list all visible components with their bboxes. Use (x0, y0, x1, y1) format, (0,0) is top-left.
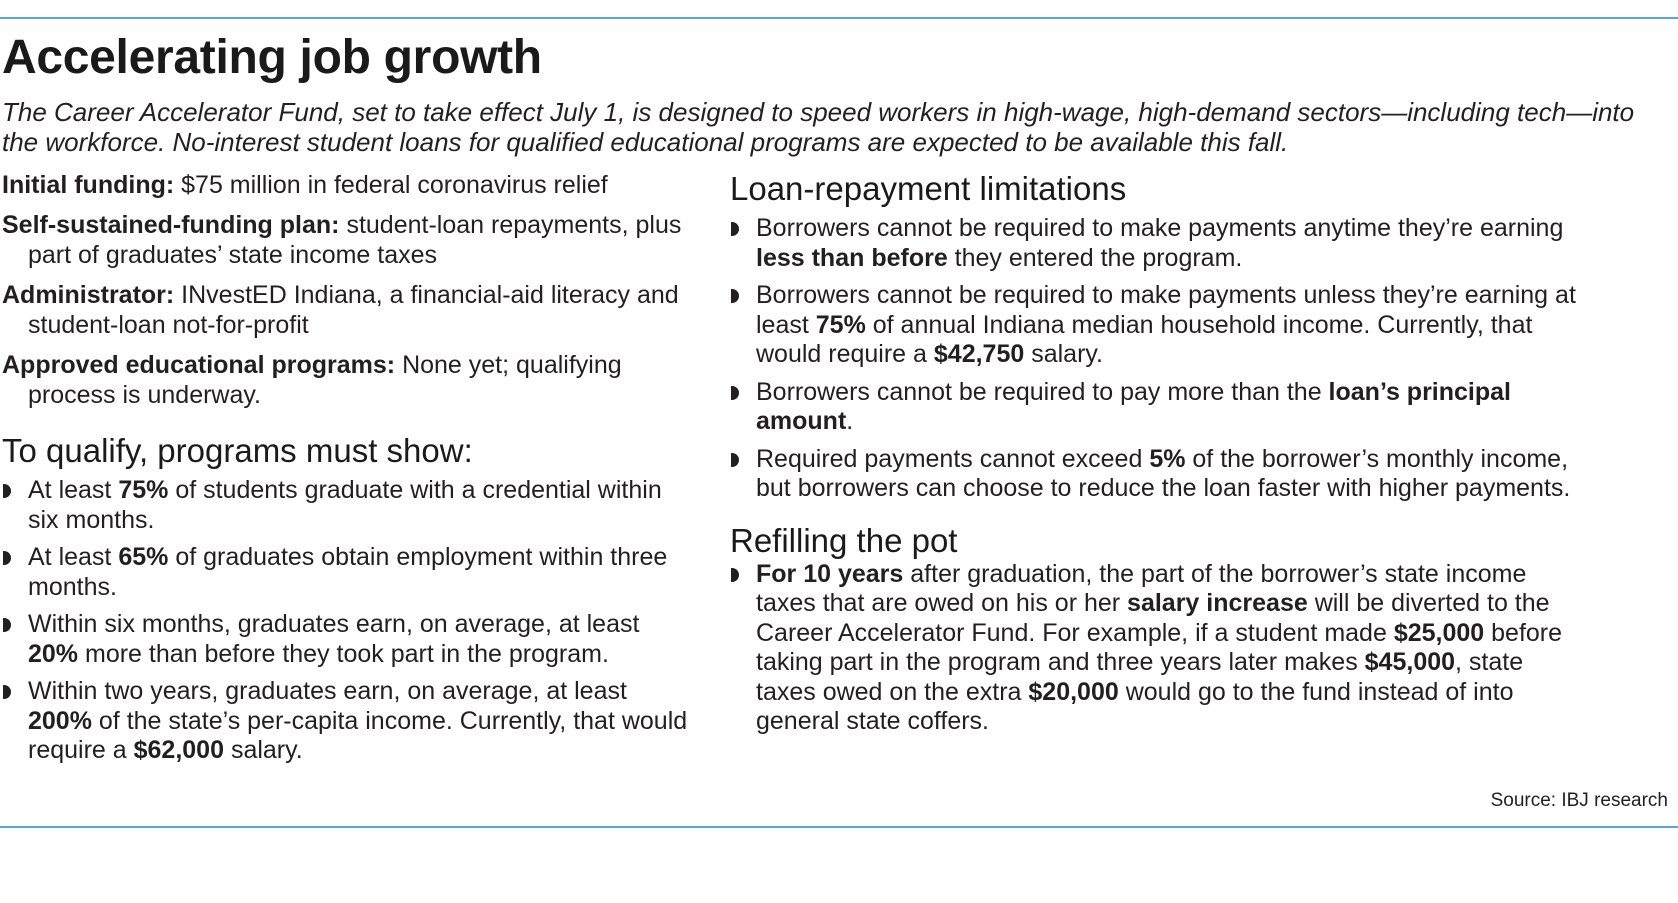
emphasis: 65% (118, 543, 169, 571)
text: Borrowers cannot be required to make payments anytime they’re earning (756, 214, 1564, 242)
text: of graduates obtain employment within three months. (28, 543, 668, 601)
text: salary. (224, 736, 303, 764)
text: after graduation, the part of the borrower’s state income taxes that are owed on his or her (756, 559, 1527, 617)
text: before taking part in the program and three years later makes (756, 618, 1563, 676)
qualify-item (2, 610, 692, 669)
emphasis: 20% (28, 639, 79, 668)
text: . (846, 407, 854, 435)
bullet-icon (731, 289, 739, 303)
text: Borrowers cannot be required to pay more than the (756, 377, 1329, 406)
emphasis: $42,750 (933, 340, 1025, 368)
text: Within six months, graduates earn, on average, at least (28, 610, 640, 638)
qualify-item (2, 677, 692, 766)
emphasis: loan’s principal amount (756, 377, 1511, 435)
text: would go to the fund instead of into general state coffers. (756, 677, 1514, 735)
emphasis: For 10 years (756, 559, 904, 588)
qualify-item (2, 543, 692, 602)
text: of the borrower’s monthly income, but borrowers can choose to reduce the loan faster with higher payments. (756, 444, 1571, 502)
left-column (2, 170, 692, 774)
emphasis: salary increase (1127, 589, 1308, 617)
emphasis: 200% (28, 706, 92, 735)
intro-text: The Career Accelerator Fund, set to take effect July 1, is designed to speed workers in high-wage, high-demand sectors—including tech—into the workforce. No-interest student loans for qualified educational programs are expected to be available this fall. (2, 97, 1635, 157)
bullet-icon (3, 484, 11, 498)
text: of the state’s per-capita income. Currently, that would require a (28, 706, 688, 764)
fact-label: Initial funding: (2, 171, 175, 199)
fact-text: None yet; qualifying process is underway. (28, 351, 622, 409)
bullet-icon (3, 551, 11, 565)
text: At least (28, 476, 119, 504)
repayment-item (730, 378, 1580, 437)
bullet-icon (731, 568, 739, 582)
bullet-icon (3, 618, 11, 632)
refill-heading: Refilling the pot (730, 521, 958, 559)
fact-approved-programs (2, 350, 692, 410)
text: of students graduate with a credential within six months. (28, 476, 662, 534)
source-credit: Source: IBJ research (1490, 790, 1668, 811)
fact-initial-funding (2, 170, 692, 200)
emphasis: less than before (756, 243, 948, 272)
top-rule (0, 17, 1678, 19)
bullet-icon (731, 453, 739, 467)
qualify-heading: To qualify, programs must show: (2, 432, 473, 469)
repayment-item (730, 281, 1580, 370)
fact-label: Self-sustained-funding plan: (2, 211, 340, 239)
fact-funding-plan (2, 210, 692, 270)
text: Required payments cannot exceed (756, 444, 1150, 473)
emphasis: 75% (118, 476, 169, 504)
emphasis: 75% (815, 310, 866, 339)
bullet-icon (3, 685, 11, 699)
bottom-rule (0, 826, 1678, 828)
repayment-heading: Loan-repayment limitations (730, 170, 1127, 207)
bullet-icon (731, 386, 739, 400)
text: , state taxes owed on the extra (756, 648, 1524, 706)
emphasis: $62,000 (133, 736, 224, 764)
text: will be diverted to the Career Accelerator Fund. For example, if a student made (756, 589, 1550, 647)
emphasis: $20,000 (1028, 677, 1119, 706)
text: they entered the program. (947, 243, 1243, 272)
text: salary. (1024, 340, 1103, 368)
fact-label: Administrator: (2, 281, 175, 309)
fact-text: INvestED Indiana, a financial-aid literacy and student-loan not-for-profit (28, 281, 679, 339)
qualify-item (2, 476, 692, 535)
emphasis: 5% (1149, 444, 1186, 473)
text: more than before they took part in the program. (78, 639, 609, 668)
fact-administrator (2, 280, 692, 340)
repayment-item (730, 445, 1580, 504)
text: Borrowers cannot be required to make payments unless they’re earning at least (756, 281, 1576, 339)
bullet-icon (731, 222, 739, 236)
text: At least (28, 543, 119, 571)
right-column (730, 170, 1580, 745)
text: Within two years, graduates earn, on average, at least (28, 677, 627, 705)
refill-item (730, 560, 1580, 737)
emphasis: $45,000 (1364, 648, 1456, 676)
text: of annual Indiana median household income. Currently, that would require a (756, 310, 1533, 368)
repayment-item (730, 214, 1580, 273)
emphasis: $25,000 (1393, 618, 1485, 647)
fact-text: $75 million in federal coronavirus relief (174, 171, 608, 199)
page-title: Accelerating job growth (2, 31, 542, 84)
fact-text: student-loan repayments, plus part of graduates’ state income taxes (28, 211, 682, 269)
fact-label: Approved educational programs: (2, 351, 396, 379)
